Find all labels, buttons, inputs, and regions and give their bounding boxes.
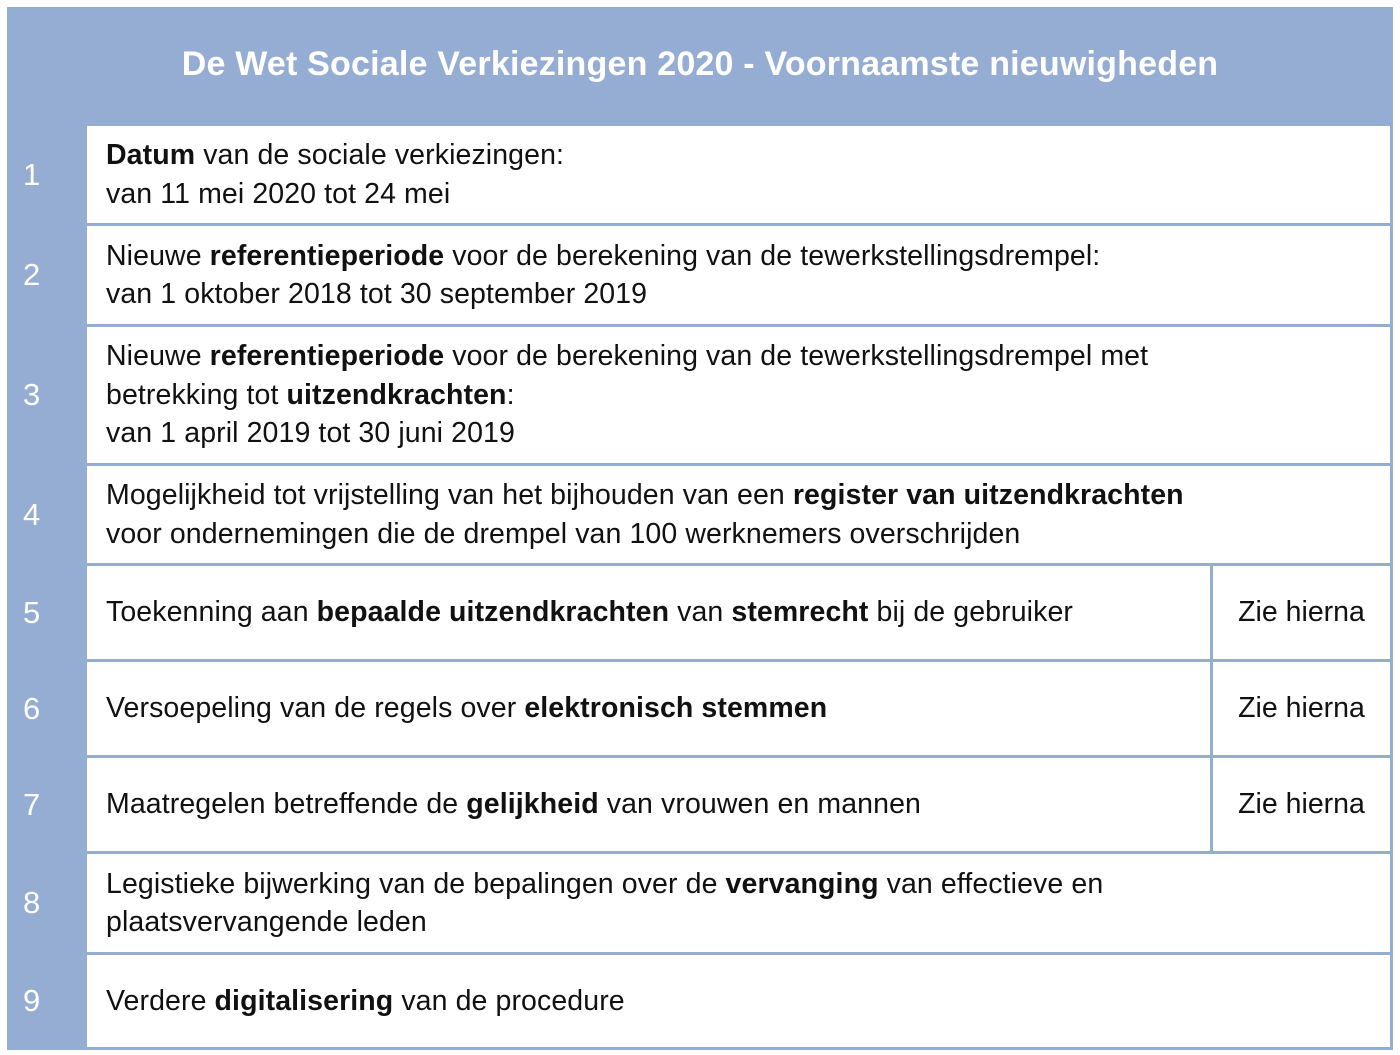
row-number: 3 — [11, 327, 85, 463]
row-number: 2 — [11, 226, 85, 324]
table-row — [7, 126, 1393, 223]
row-number: 5 — [11, 566, 85, 659]
table-header — [7, 7, 1393, 123]
text-segment: van de procedure — [393, 984, 625, 1017]
text-segment: voor de berekening van de tewerkstellingsdrempel: — [444, 239, 1101, 272]
row-text — [87, 785, 921, 824]
see-below-cell: Zie hierna — [1213, 662, 1390, 755]
text-segment: Maatregelen betreffende de — [106, 788, 467, 821]
row-content — [87, 126, 1390, 223]
row-text — [87, 689, 827, 728]
bold-term: vervanging — [725, 867, 879, 900]
text-segment: Legistieke bijwerking van de bepalingen over de — [106, 867, 726, 900]
row-number: 1 — [11, 126, 85, 223]
text-segment: van 1 oktober 2018 tot 30 september 2019 — [106, 278, 648, 310]
text-segment: van 11 mei 2020 tot 24 mei — [106, 177, 451, 210]
text-segment: voor de berekening van de tewerkstellingsdrempel met — [444, 340, 1149, 373]
bold-term: uitzendkrachten — [286, 378, 507, 411]
summary-table — [7, 7, 1393, 1050]
table-row — [7, 566, 1393, 659]
text-segment: Nieuwe — [106, 340, 210, 373]
row-text — [87, 337, 1148, 453]
text-line — [106, 865, 1103, 904]
table-row — [7, 226, 1393, 324]
text-line — [106, 982, 625, 1021]
text-segment: van 1 april 2019 tot 30 juni 2019 — [106, 417, 515, 450]
text-segment: Toekenning aan — [106, 596, 317, 629]
row-text — [87, 593, 1073, 632]
row-text — [87, 476, 1184, 553]
bold-term: referentieperiode — [209, 340, 445, 373]
text-segment: voor ondernemingen die de drempel van 100 werknemers overschrijden — [106, 517, 1021, 550]
text-segment: Nieuwe — [106, 239, 210, 272]
bold-term: stemrecht — [731, 596, 869, 629]
row-number: 7 — [11, 758, 85, 851]
row-text — [87, 865, 1103, 942]
row-content — [87, 566, 1390, 659]
text-segment: : — [506, 378, 515, 411]
text-segment: Verdere — [106, 984, 215, 1017]
bold-term: digitalisering — [214, 984, 394, 1017]
text-line — [106, 237, 1100, 276]
bold-term: gelijkheid — [466, 788, 599, 821]
bold-term: register van uitzendkrachten — [792, 479, 1184, 511]
see-below-cell: Zie hierna — [1213, 758, 1390, 851]
text-line — [106, 515, 1184, 554]
row-content — [87, 466, 1390, 563]
row-text — [87, 237, 1100, 314]
table-row — [7, 758, 1393, 851]
row-main-cell — [87, 662, 1210, 755]
row-content — [87, 955, 1390, 1047]
text-line — [106, 476, 1184, 515]
text-segment: Versoepeling van de regels over — [106, 692, 525, 725]
table-row — [7, 466, 1393, 563]
table-title: De Wet Sociale Verkiezingen 2020 - Voornaamste nieuwigheden — [181, 44, 1219, 83]
text-line — [106, 376, 1148, 415]
table-row — [7, 854, 1393, 952]
text-line — [106, 689, 827, 728]
row-number: 9 — [11, 955, 85, 1047]
text-line — [106, 785, 921, 824]
text-segment: van — [669, 596, 732, 629]
row-number: 6 — [11, 662, 85, 755]
text-segment: betrekking tot — [106, 378, 287, 411]
text-segment: van de sociale verkiezingen: — [195, 139, 565, 171]
bold-term: elektronisch stemmen — [524, 692, 828, 725]
text-segment: Mogelijkheid tot vrijstelling van het bijhouden van een — [106, 479, 793, 511]
text-line — [106, 275, 1100, 314]
row-content — [87, 758, 1390, 851]
row-number: 8 — [11, 854, 85, 952]
bold-term: Datum — [106, 139, 196, 171]
row-content — [87, 226, 1390, 324]
table-row — [7, 955, 1393, 1047]
text-line — [106, 175, 564, 214]
table-row — [7, 327, 1393, 463]
row-number: 4 — [11, 466, 85, 563]
row-content — [87, 662, 1390, 755]
text-segment: plaatsvervangende leden — [106, 906, 427, 938]
row-main-cell — [87, 566, 1210, 659]
row-content — [87, 854, 1390, 952]
row-main-cell — [87, 758, 1210, 851]
text-segment: bij de gebruiker — [868, 596, 1073, 629]
bold-term: referentieperiode — [209, 239, 445, 272]
text-line — [106, 593, 1073, 632]
text-line — [106, 136, 564, 175]
text-segment: van effectieve en — [878, 867, 1104, 900]
row-text — [87, 136, 564, 213]
row-text — [87, 982, 625, 1021]
text-line — [106, 337, 1148, 376]
text-line — [106, 903, 1103, 942]
text-segment: van vrouwen en mannen — [598, 788, 921, 821]
text-line — [106, 414, 1148, 453]
see-below-cell: Zie hierna — [1213, 566, 1390, 659]
row-content — [87, 327, 1390, 463]
bold-term: bepaalde uitzendkrachten — [316, 596, 670, 629]
table-row — [7, 662, 1393, 755]
